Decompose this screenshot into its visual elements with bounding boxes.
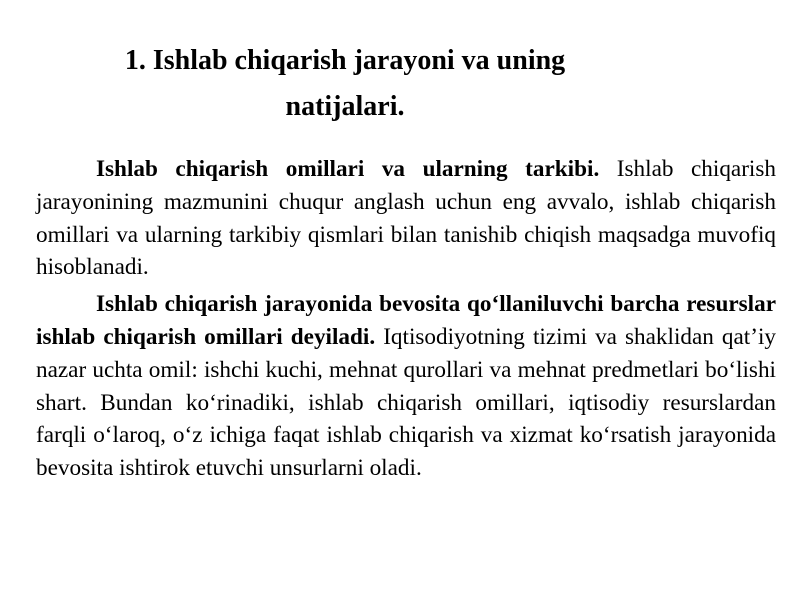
section-heading xyxy=(0,38,690,130)
paragraph-2-bold-lead: Ishlab chiqarish jarayonida bevosita qo‘llaniluvchi barcha resurslar ishlab chiqarish omillari deyiladi. xyxy=(36,291,776,350)
paragraph-1 xyxy=(36,153,776,284)
paragraph-2-text: Iqtisodiyotning tizimi va shaklidan qat’iy nazar uchta omil: ishchi kuchi, mehnat qurollari va mehnat predmetlari bo‘lishi shart. Bundan ko‘rinadiki, ishlab chiqarish omillari, iqtisodiy resurslardan farqli o‘laroq, o‘z ichiga faqat ishlab chiqarish va xizmat ko‘rsatish jarayonida bevosita ishtirok etuvchi unsurlarni oladi. xyxy=(36,323,777,482)
document-body xyxy=(36,153,776,485)
heading-line-1: 1. Ishlab chiqarish jarayoni va uning xyxy=(124,45,566,76)
paragraph-2 xyxy=(36,288,776,485)
paragraph-1-text: Ishlab chiqarish jarayonining mazmunini chuqur anglash uchun eng avvalo, ishlab chiqarish omillari va ularning tarkibiy qismlari bilan tanishib chiqish maqsadga muvofiq hisoblanadi. xyxy=(36,156,776,281)
paragraph-1-bold-lead: Ishlab chiqarish omillari va ularning tarkibi. xyxy=(96,156,600,182)
heading-line-2: natijalari. xyxy=(285,91,405,122)
